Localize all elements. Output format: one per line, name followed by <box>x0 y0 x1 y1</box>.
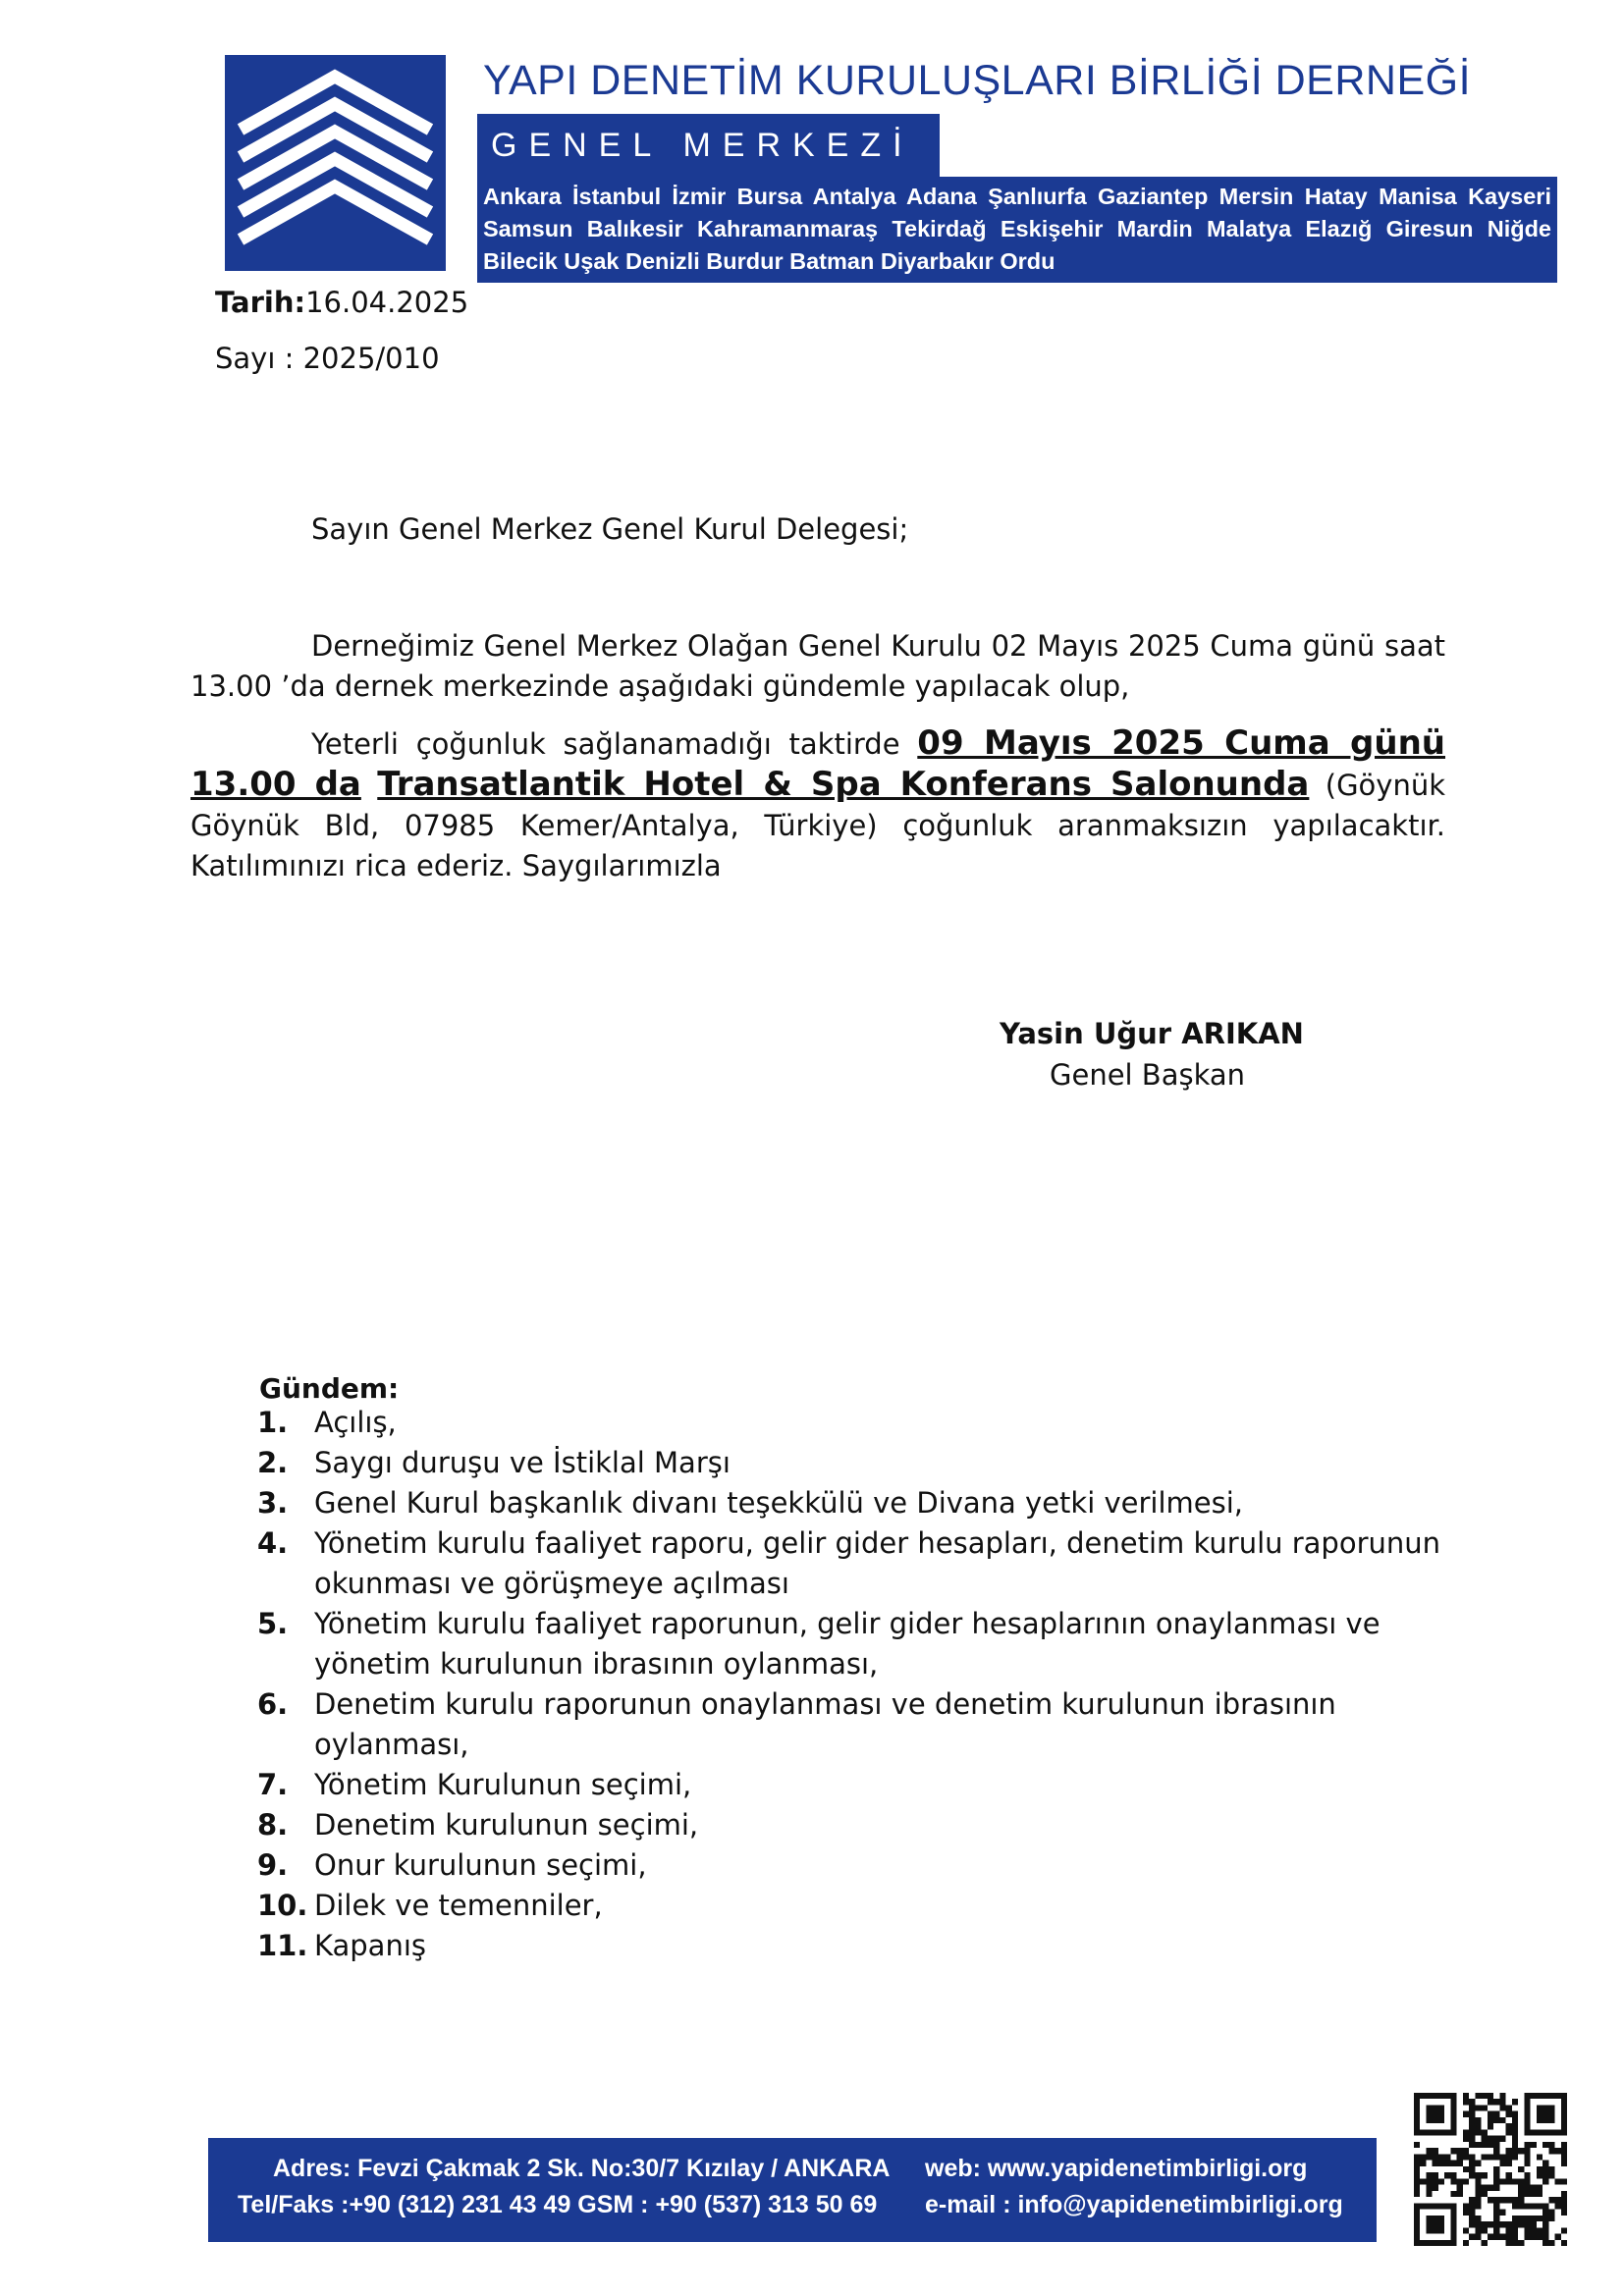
signer-name: Yasin Uğur ARIKAN <box>1000 1017 1304 1050</box>
agenda-item-text: Denetim kurulunun seçimi, <box>314 1808 699 1842</box>
qr-code-icon <box>1414 2093 1567 2246</box>
agenda-item <box>257 1604 1485 1684</box>
agenda-item-text: Dilek ve temenniler, <box>314 1889 603 1922</box>
agenda-item-text: Genel Kurul başkanlık divanı teşekkülü ve Divana yetki verilmesi, <box>314 1486 1244 1520</box>
agenda-item <box>257 1765 1485 1805</box>
branch-cities-line-3: Bilecik Uşak Denizli Burdur Batman Diyarbakır Ordu <box>483 248 1056 274</box>
organization-name: YAPI DENETİM KURULUŞLARI BİRLİĞİ DERNEĞİ <box>483 57 1472 104</box>
agenda-title: Gündem: <box>259 1372 400 1405</box>
agenda-item <box>257 1523 1485 1604</box>
footer-contact-box <box>208 2138 1377 2242</box>
branch-cities-line-1: Ankara İstanbul İzmir Bursa Antalya Adana Şanlıurfa Gaziantep Mersin Hatay Manisa Kayseri <box>483 184 1551 209</box>
agenda-item-number: 7. <box>257 1768 289 1801</box>
building-stripes-logo-icon <box>225 55 446 271</box>
letter-date <box>215 286 468 319</box>
agenda-item-text: Saygı duruşu ve İstiklal Marşı <box>314 1446 731 1479</box>
meeting-venue-highlight: Transatlantik Hotel & Spa Konferans Salonunda <box>377 765 1310 804</box>
footer-email: e-mail : info@yapidenetimbirligi.org <box>925 2191 1343 2218</box>
organization-logo <box>225 55 446 271</box>
agenda-item-number: 9. <box>257 1848 289 1882</box>
agenda-item-number: 4. <box>257 1526 289 1560</box>
signer-title: Genel Başkan <box>1050 1058 1246 1092</box>
agenda-item <box>257 1805 1485 1845</box>
agenda-item <box>257 1926 1485 1966</box>
agenda-item <box>257 1483 1485 1523</box>
agenda-item-number: 3. <box>257 1486 289 1520</box>
agenda-item-text: Kapanış <box>314 1929 427 1962</box>
agenda-item-text: Denetim kurulu raporunun onaylanması ve denetim kurulunun ibrasının oylanması, <box>314 1687 1336 1761</box>
agenda-item <box>257 1403 1485 1443</box>
agenda-item-number: 6. <box>257 1687 289 1721</box>
agenda-item-number: 5. <box>257 1607 289 1640</box>
meeting-date-highlight: 09 Mayıs 2025 Cuma günü 13.00 da <box>190 723 1445 804</box>
agenda-item-number: 8. <box>257 1808 289 1842</box>
agenda-item-number: 11. <box>257 1929 308 1962</box>
letter-number: Sayı : 2025/010 <box>215 342 440 375</box>
agenda-item-number: 1. <box>257 1406 289 1439</box>
agenda-item-text: Onur kurulunun seçimi, <box>314 1848 647 1882</box>
agenda-item-text: Yönetim kurulu faaliyet raporunun, gelir gider hesaplarının onaylanması ve yönetim kurulunun ibrasının oylanması, <box>314 1607 1380 1681</box>
paragraph-2-rest: (Göynük Göynük Bld, 07985 Kemer/Antalya, Türkiye) çoğunluk aranmaksızın yapılacaktır. Katılımınızı rica ederiz. Saygılarımızla <box>190 769 1446 882</box>
paragraph-2-intro: Yeterli çoğunluk sağlanamadığı taktirde <box>311 727 918 761</box>
date-value: 16.04.2025 <box>305 286 469 319</box>
footer-address: Adres: Fevzi Çakmak 2 Sk. No:30/7 Kızılay / ANKARA <box>273 2155 891 2182</box>
agenda-item-text: Açılış, <box>314 1406 397 1439</box>
branch-cities-box <box>477 177 1557 283</box>
agenda-item-number: 2. <box>257 1446 289 1479</box>
agenda-item <box>257 1443 1485 1483</box>
agenda-item-number: 10. <box>257 1889 308 1922</box>
agenda-item <box>257 1684 1485 1765</box>
qr-code-graphic <box>1414 2093 1567 2246</box>
agenda-item-text: Yönetim kurulu faaliyet raporu, gelir gider hesapları, denetim kurulu raporunun okunması ve görüşmeye açılması <box>314 1526 1441 1600</box>
greeting: Sayın Genel Merkez Genel Kurul Delegesi; <box>311 512 909 546</box>
agenda-item <box>257 1886 1485 1926</box>
paragraph-2 <box>190 723 1445 886</box>
footer-phone: Tel/Faks :+90 (312) 231 43 49 GSM : +90 (537) 313 50 69 <box>238 2191 878 2218</box>
genel-merkez-banner: GENEL MERKEZİ <box>477 114 940 177</box>
footer-website: web: www.yapidenetimbirligi.org <box>925 2155 1308 2182</box>
agenda-item-text: Yönetim Kurulunun seçimi, <box>314 1768 692 1801</box>
branch-cities-line-2: Samsun Balıkesir Kahramanmaraş Tekirdağ Eskişehir Mardin Malatya Elazığ Giresun Niğde <box>483 216 1551 241</box>
paragraph-1-text: Derneğimiz Genel Merkez Olağan Genel Kurulu 02 Mayıs 2025 Cuma günü saat 13.00 ’da dernek merkezinde aşağıdaki gündemle yapılacak olup, <box>190 629 1445 703</box>
date-label: Tarih: <box>215 286 306 319</box>
agenda-item <box>257 1845 1485 1886</box>
paragraph-1 <box>190 626 1445 707</box>
agenda-list <box>257 1403 1485 1966</box>
